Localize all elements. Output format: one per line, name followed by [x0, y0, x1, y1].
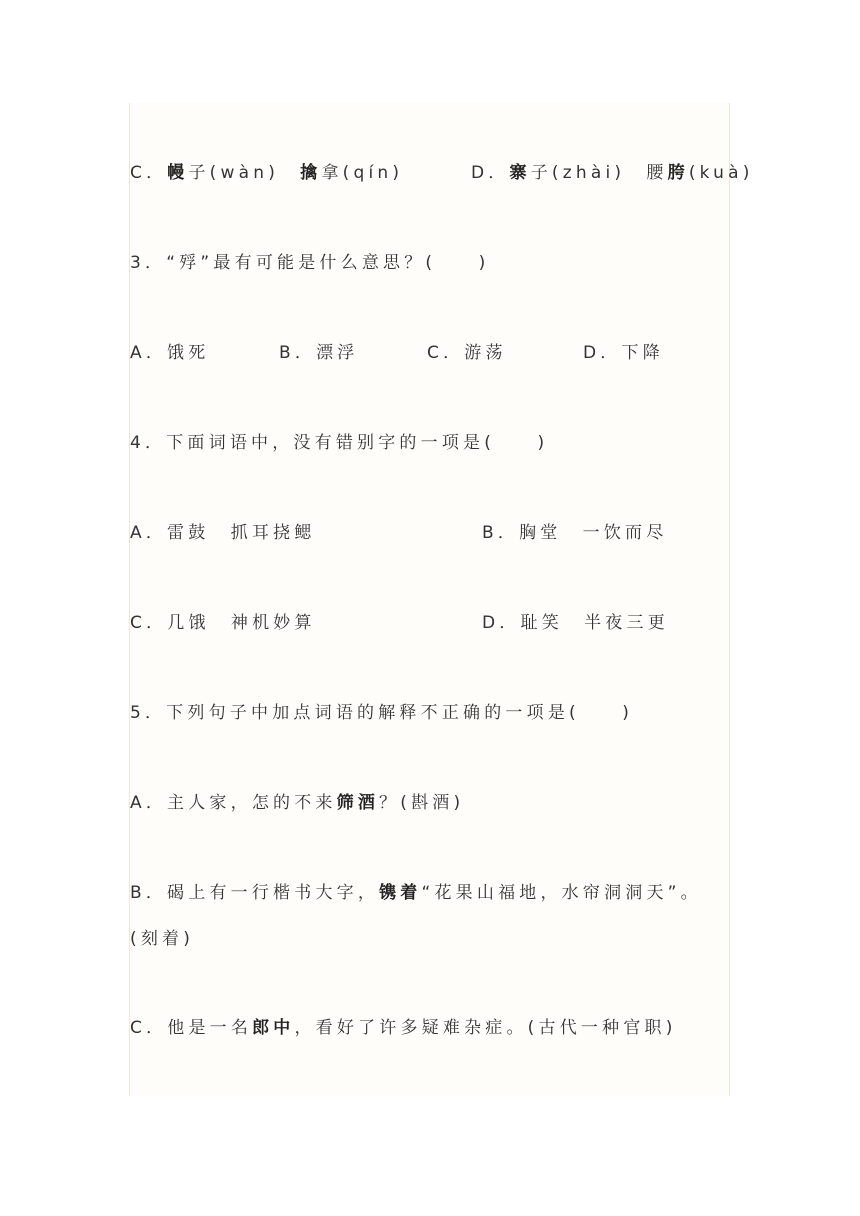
q4-option-d: D．耻笑 半夜三更: [482, 613, 669, 633]
pinyin-text: 子(zhài): [530, 163, 626, 183]
q2-option-c: [130, 162, 403, 184]
dotted-word: 筛酒: [336, 793, 380, 813]
bold-char: 胯: [667, 163, 689, 183]
option-text: A．主人家，怎的不来: [130, 793, 337, 813]
option-text: “花果山福地，水帘洞洞天”。: [421, 883, 702, 903]
pinyin-text: (kuà): [688, 163, 754, 183]
q3-option-d: D．下降: [583, 343, 664, 363]
option-label: C．: [130, 163, 168, 183]
bold-char: 幔: [167, 163, 189, 183]
q4-question: 4．下面词语中，没有错别字的一项是( ): [130, 433, 549, 453]
q3-option-b: B．漂浮: [279, 343, 359, 363]
q4-option-b: B．胸堂 一饮而尽: [482, 523, 668, 543]
dotted-word: 郎中: [252, 1018, 295, 1038]
q5-option-a: [130, 792, 464, 814]
q4-option-a: A．雷鼓 抓耳挠鳃: [130, 523, 316, 543]
q5-question: 5．下列句子中加点词语的解释不正确的一项是( ): [130, 703, 634, 723]
q3-option-a: A．饿死: [130, 343, 210, 363]
option-label: D．: [471, 163, 510, 183]
option-text: B．碣上有一行楷书大字，: [130, 883, 380, 903]
q4-option-c: C．几饿 神机妙算: [130, 613, 316, 633]
option-text: ，看好了许多疑难杂症。(古代一种官职): [294, 1018, 677, 1038]
q3-option-c: C．游荡: [427, 343, 507, 363]
q2-option-d: [471, 162, 754, 184]
q5-option-c: [130, 1017, 677, 1039]
bold-char: 擒: [300, 163, 322, 183]
q3-question: 3．“殍”最有可能是什么意思？( ): [130, 253, 490, 273]
dotted-word: 镌着: [379, 883, 422, 903]
pinyin-text: 子(wàn): [188, 163, 280, 183]
q5-option-b: [130, 882, 702, 904]
pinyin-text: 拿(qín): [321, 163, 404, 183]
option-text: ？(斟酒): [379, 793, 465, 813]
option-text: C．他是一名: [130, 1018, 253, 1038]
q5-option-b-cont: (刻着): [130, 929, 195, 949]
bold-char: 寨: [509, 163, 531, 183]
plain-char: 腰: [646, 163, 668, 183]
